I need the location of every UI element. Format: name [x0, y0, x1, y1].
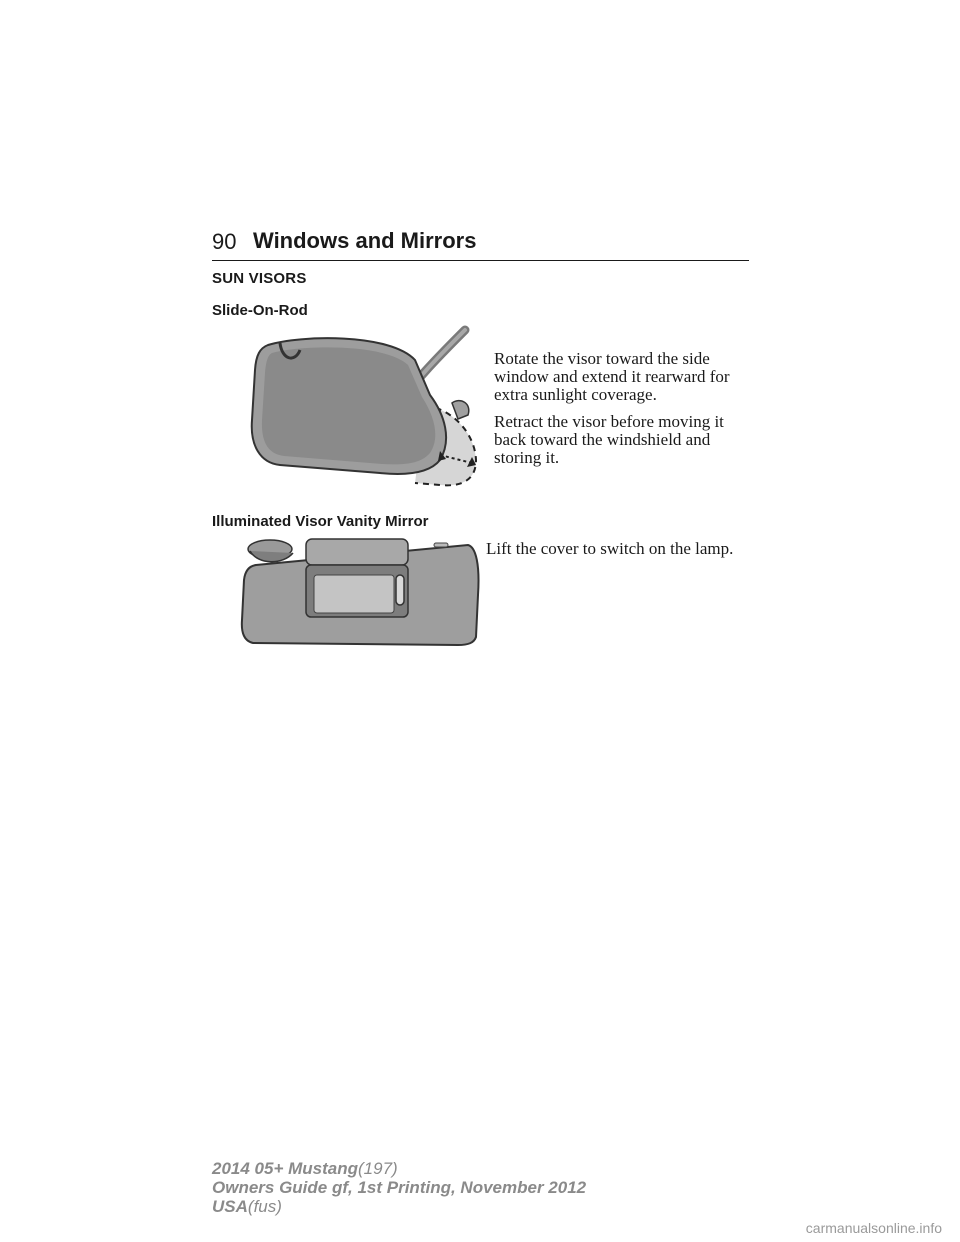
vanity-mirror-paragraph: Lift the cover to switch on the lamp.: [486, 539, 734, 558]
slide-on-rod-paragraph: Retract the visor before moving it back toward the windshield and storing it.: [494, 412, 724, 467]
watermark-text: carmanualsonline.info: [805, 1220, 942, 1236]
footer-market-code: (fus): [247, 1197, 282, 1216]
vanity-mirror-visor-illustration: [238, 535, 483, 647]
footer-printing-line: Owners Guide gf, 1st Printing, November 2012: [212, 1178, 587, 1197]
vanity-mirror-heading: Illuminated Visor Vanity Mirror: [212, 513, 429, 530]
footer-market: USA: [212, 1197, 248, 1216]
chapter-title: Windows and Mirrors: [253, 228, 477, 253]
vanity-mirror-text: [486, 540, 756, 558]
slide-on-rod-visor-illustration: [240, 325, 485, 490]
footer-page-code: (197): [358, 1159, 398, 1178]
footer-market-line: [212, 1197, 282, 1217]
slide-on-rod-paragraph: Rotate the visor toward the side window and extend it rearward for extra sunlight coverage.: [494, 349, 730, 404]
section-title: SUN VISORS: [212, 270, 307, 287]
header-rule: [212, 260, 749, 261]
footer-model: 2014 05+ Mustang: [212, 1159, 358, 1178]
slide-on-rod-heading: Slide-On-Rod: [212, 302, 308, 319]
footer-model-line: [212, 1159, 398, 1179]
page-number: 90: [212, 229, 237, 254]
slide-on-rod-text: [494, 350, 754, 467]
